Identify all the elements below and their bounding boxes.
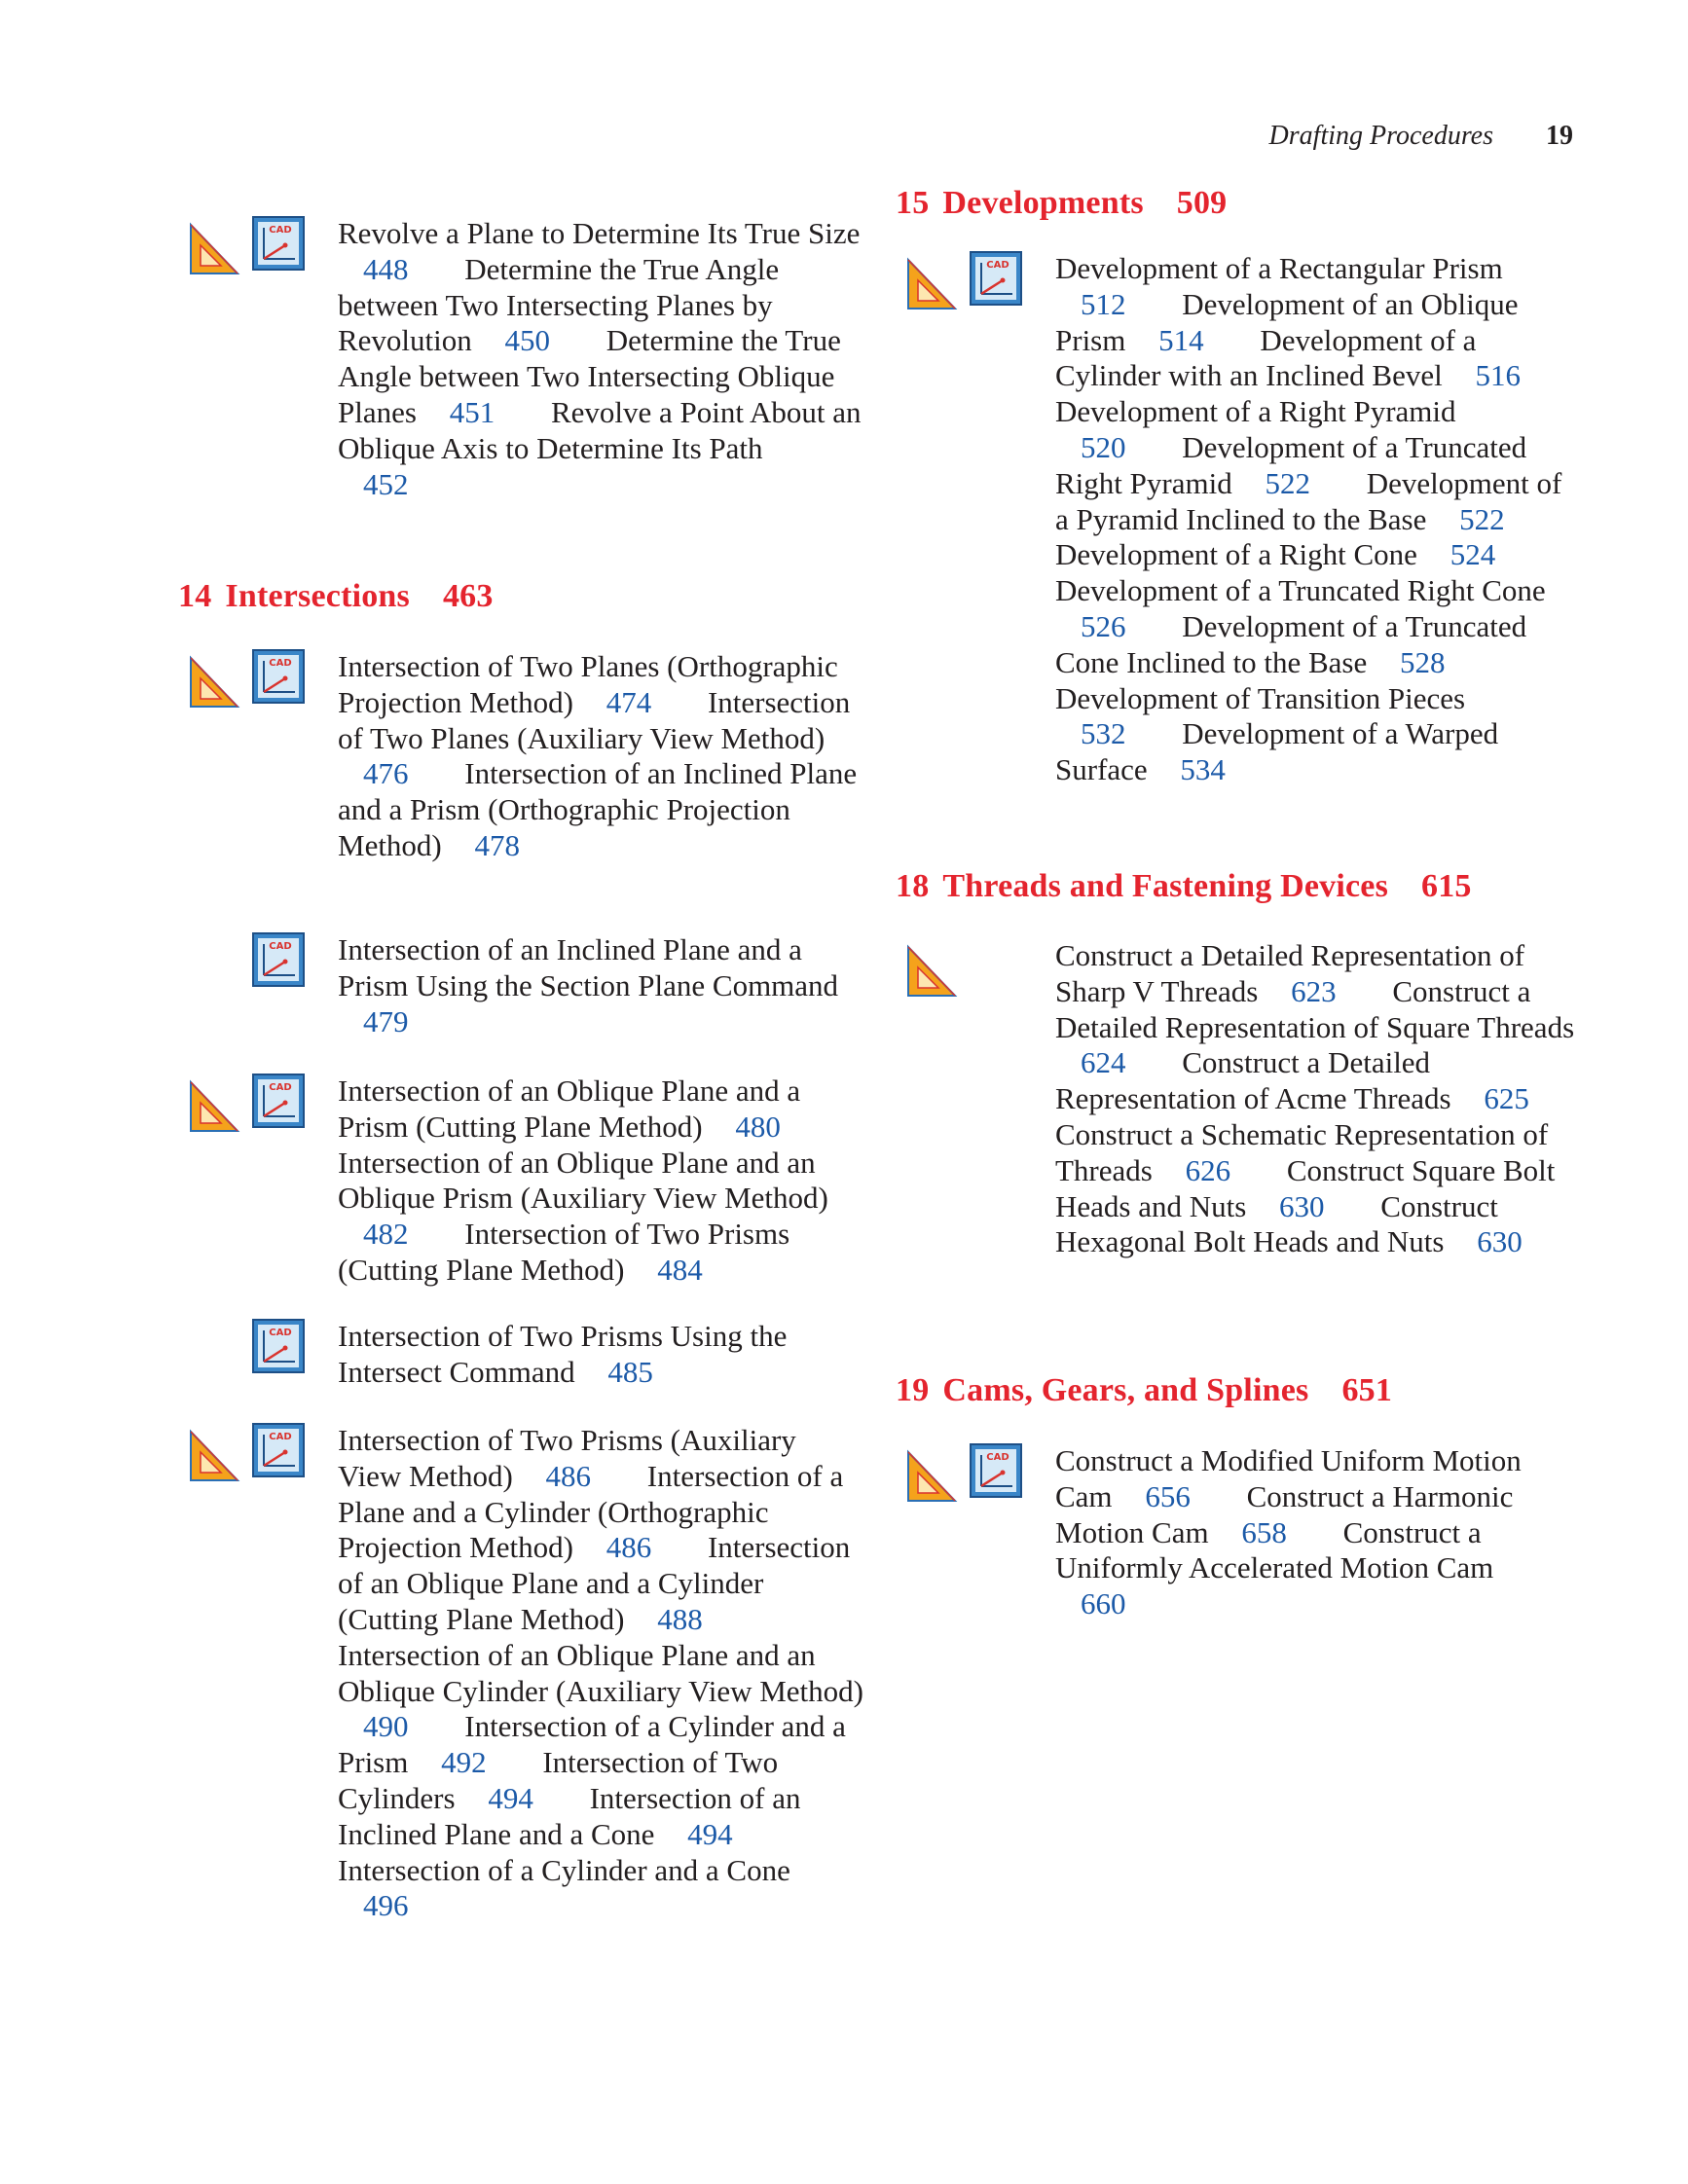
drafting-triangle-icon: [188, 222, 240, 276]
procedure-title: Construct a Detailed Representation of Acme Threads: [1055, 1045, 1451, 1116]
procedure-page-link[interactable]: 528: [1400, 644, 1446, 679]
procedure-page-link[interactable]: 450: [504, 323, 551, 358]
procedure-page-link[interactable]: 448: [363, 251, 409, 286]
procedure-icons: [188, 1074, 314, 1132]
procedure-text: [338, 1319, 863, 1391]
procedure-page-link[interactable]: 485: [607, 1354, 653, 1389]
procedure-title: Construct a Uniformly Accelerated Motion Cam: [1055, 1514, 1494, 1585]
procedure-title: Development of a Pyramid Inclined to the Base: [1055, 465, 1562, 536]
cad-icon: [970, 1443, 1022, 1498]
procedure-page-link[interactable]: 516: [1475, 358, 1521, 393]
procedure-title: Development of a Warped Surface: [1055, 716, 1499, 787]
procedure-text: [338, 1423, 863, 1924]
procedure-title: Construct Square Bolt Heads and Nuts: [1055, 1152, 1556, 1223]
procedure-page-link[interactable]: 512: [1081, 286, 1126, 321]
procedure-title: Intersection of an Inclined Plane and a Cone: [338, 1780, 801, 1851]
procedure-page-link[interactable]: 656: [1145, 1478, 1191, 1513]
procedure-page-link[interactable]: 625: [1484, 1081, 1529, 1116]
procedure-title: Intersection of an Oblique Plane and an Oblique Cylinder (Auxiliary View Method): [338, 1637, 863, 1708]
cad-icon: [970, 251, 1022, 306]
cad-icon: [252, 1423, 305, 1477]
chapter-number: 15: [896, 185, 930, 221]
procedure-item[interactable]: [338, 932, 838, 1038]
procedure-title: Intersection of an Oblique Plane and an Oblique Prism (Auxiliary View Method): [338, 1145, 828, 1216]
procedure-text: [338, 932, 863, 1039]
procedure-page-link[interactable]: 532: [1081, 716, 1126, 751]
procedure-page-link[interactable]: 451: [449, 394, 495, 429]
procedure-page-link[interactable]: 524: [1449, 537, 1496, 572]
procedure-title: Intersection of Two Prisms (Auxiliary View Method): [338, 1423, 796, 1493]
chapter-number: 19: [896, 1372, 930, 1408]
procedure-title: Determine the True Angle between Two Intersecting Oblique Planes: [338, 323, 841, 429]
procedure-page-link[interactable]: 658: [1241, 1514, 1287, 1549]
procedure-page-link[interactable]: 520: [1081, 429, 1126, 464]
procedure-page-link[interactable]: 482: [363, 1217, 409, 1252]
drafting-triangle-icon: [188, 1079, 240, 1134]
procedure-page-link[interactable]: 660: [1081, 1586, 1126, 1621]
procedure-page-link[interactable]: 630: [1477, 1224, 1523, 1259]
procedure-page-link[interactable]: 496: [363, 1888, 409, 1923]
procedure-page-link[interactable]: 492: [441, 1745, 487, 1780]
procedure-text: [338, 649, 863, 864]
procedure-title: Construct a Detailed Representation of Sharp V Threads: [1055, 938, 1525, 1008]
drafting-triangle-icon: [905, 944, 958, 999]
procedure-title: Intersection of Two Cylinders: [338, 1745, 779, 1815]
chapter-title: Developments: [942, 185, 1144, 221]
procedure-page-link[interactable]: 488: [657, 1601, 703, 1636]
procedure-title: Revolve a Point About an Oblique Axis to Determine Its Path: [338, 394, 862, 465]
procedure-title: Development of a Cylinder with an Inclined Bevel: [1055, 322, 1477, 393]
procedure-title: Development of an Oblique Prism: [1055, 286, 1519, 357]
procedure-title: Development of Transition Pieces: [1055, 680, 1466, 715]
chapter-number: 18: [896, 868, 930, 904]
procedure-title: Intersection of Two Prisms (Cutting Plane Method): [338, 1217, 790, 1287]
procedure-icons: [188, 1319, 314, 1377]
chapter-heading-15[interactable]: [896, 185, 1227, 222]
chapter-title: Threads and Fastening Devices: [942, 868, 1389, 904]
procedure-text: [1055, 938, 1581, 1260]
cad-icon: [252, 216, 305, 271]
chapter-heading-18[interactable]: [896, 868, 1472, 905]
drafting-triangle-icon: [188, 655, 240, 710]
procedure-page-link[interactable]: 452: [363, 466, 409, 501]
procedure-page-link[interactable]: 484: [657, 1252, 703, 1287]
chapter-page: 509: [1176, 185, 1228, 221]
procedure-page-link[interactable]: 494: [687, 1816, 733, 1851]
procedure-title: Intersection of Two Planes (Orthographic Projection Method): [338, 649, 838, 719]
procedure-title: Intersection of an Inclined Plane and a Prism Using the Section Plane Command: [338, 932, 839, 1002]
procedure-title: Construct a Harmonic Motion Cam: [1055, 1478, 1514, 1549]
procedure-title: Intersection of an Oblique Plane and a Prism (Cutting Plane Method): [338, 1074, 801, 1144]
svg-text:CAD: CAD: [986, 1452, 1009, 1463]
procedure-title: Construct a Schematic Representation of Threads: [1055, 1116, 1549, 1187]
svg-text:CAD: CAD: [986, 260, 1009, 271]
svg-text:CAD: CAD: [269, 658, 292, 669]
chapter-page: 651: [1341, 1372, 1393, 1408]
procedure-page-link[interactable]: 526: [1081, 608, 1126, 643]
procedure-title: Construct Hexagonal Bolt Heads and Nuts: [1055, 1188, 1498, 1259]
cad-icon: [252, 1319, 305, 1373]
procedure-page-link[interactable]: 522: [1265, 465, 1310, 500]
procedure-page-link[interactable]: 486: [605, 1530, 652, 1565]
drafting-triangle-icon: [905, 257, 958, 311]
drafting-triangle-icon: [188, 1429, 240, 1483]
chapter-heading-14[interactable]: [178, 578, 494, 615]
procedure-title: Construct a Modified Uniform Motion Cam: [1055, 1443, 1522, 1513]
procedure-text: [338, 1074, 863, 1289]
chapter-title: Cams, Gears, and Splines: [942, 1372, 1309, 1408]
procedure-text: [338, 216, 863, 502]
procedure-page-link[interactable]: 478: [474, 827, 521, 862]
cad-icon: [252, 649, 305, 704]
procedure-icons: [188, 932, 314, 991]
procedure-page-link[interactable]: 474: [605, 684, 652, 719]
procedure-icons: [188, 649, 314, 708]
procedure-title: Intersection of a Cylinder and a Prism: [338, 1709, 846, 1780]
procedure-title: Revolve a Plane to Determine Its True Size: [338, 216, 861, 250]
procedure-title: Intersection of Two Planes (Auxiliary View Method): [338, 684, 851, 755]
procedure-icons: [905, 938, 1032, 997]
procedure-title: Intersection of a Plane and a Cylinder (Orthographic Projection Method): [338, 1458, 844, 1565]
procedure-page-link[interactable]: 626: [1185, 1152, 1231, 1187]
procedure-title: Development of a Truncated Cone Inclined to the Base: [1055, 608, 1527, 679]
svg-text:CAD: CAD: [269, 225, 292, 236]
procedure-item[interactable]: [338, 1853, 790, 1923]
procedure-page-link[interactable]: 490: [363, 1709, 409, 1744]
svg-text:CAD: CAD: [269, 1432, 292, 1442]
cad-icon: [252, 932, 305, 987]
procedure-page-link[interactable]: 480: [735, 1109, 781, 1144]
procedure-item[interactable]: [338, 1074, 829, 1144]
procedure-icons: [188, 216, 314, 274]
procedure-title: Intersection of an Inclined Plane and a Prism (Orthographic Projection Method): [338, 756, 858, 862]
chapter-title: Intersections: [225, 578, 410, 614]
procedure-title: Development of a Truncated Right Cone: [1055, 573, 1546, 608]
procedure-title: Intersection of an Oblique Plane and a Cylinder (Cutting Plane Method): [338, 1530, 851, 1636]
procedure-page-link[interactable]: 624: [1081, 1045, 1126, 1080]
procedure-icons: [905, 1443, 1032, 1502]
procedure-item[interactable]: [1055, 537, 1544, 571]
procedure-title: Development of a Right Pyramid: [1055, 394, 1456, 429]
procedure-title: Development of a Rectangular Prism: [1055, 251, 1503, 285]
svg-text:CAD: CAD: [269, 1328, 292, 1338]
procedure-title: Development of a Right Cone: [1055, 537, 1417, 572]
running-head: [1269, 121, 1573, 152]
procedure-page-link[interactable]: 486: [545, 1458, 592, 1493]
cad-icon: [252, 1074, 305, 1128]
procedure-icons: [188, 1423, 314, 1481]
running-head-title: Drafting Procedures: [1268, 121, 1493, 151]
procedure-text: [1055, 251, 1581, 788]
procedure-item[interactable]: [338, 1319, 787, 1389]
procedure-title: Intersection of a Cylinder and a Cone: [338, 1852, 790, 1887]
procedure-title: Development of a Truncated Right Pyramid: [1055, 429, 1527, 500]
procedure-title: Construct a Detailed Representation of Square Threads: [1055, 973, 1575, 1044]
chapter-page: 463: [442, 578, 494, 614]
procedure-text: [1055, 1443, 1581, 1622]
svg-text:CAD: CAD: [269, 941, 292, 952]
chapter-heading-19[interactable]: [896, 1372, 1392, 1409]
procedure-icons: [905, 251, 1032, 309]
procedure-title: Determine the True Angle between Two Intersecting Planes by Revolution: [338, 251, 780, 358]
svg-text:CAD: CAD: [269, 1082, 292, 1093]
procedure-page-link[interactable]: 630: [1279, 1188, 1325, 1223]
procedure-page-link[interactable]: 623: [1291, 973, 1337, 1008]
procedure-page-link[interactable]: 479: [363, 1003, 409, 1038]
drafting-triangle-icon: [905, 1449, 958, 1504]
procedure-page-link[interactable]: 494: [488, 1780, 533, 1815]
chapter-page: 615: [1421, 868, 1472, 904]
procedure-page-link[interactable]: 522: [1459, 501, 1505, 536]
procedure-page-link[interactable]: 514: [1158, 322, 1204, 357]
page-number: 19: [1546, 121, 1573, 151]
procedure-page-link[interactable]: 476: [363, 756, 409, 791]
chapter-number: 14: [178, 578, 212, 614]
procedure-page-link[interactable]: 534: [1180, 752, 1226, 787]
procedure-title: Intersection of Two Prisms Using the Intersect Command: [338, 1319, 788, 1389]
